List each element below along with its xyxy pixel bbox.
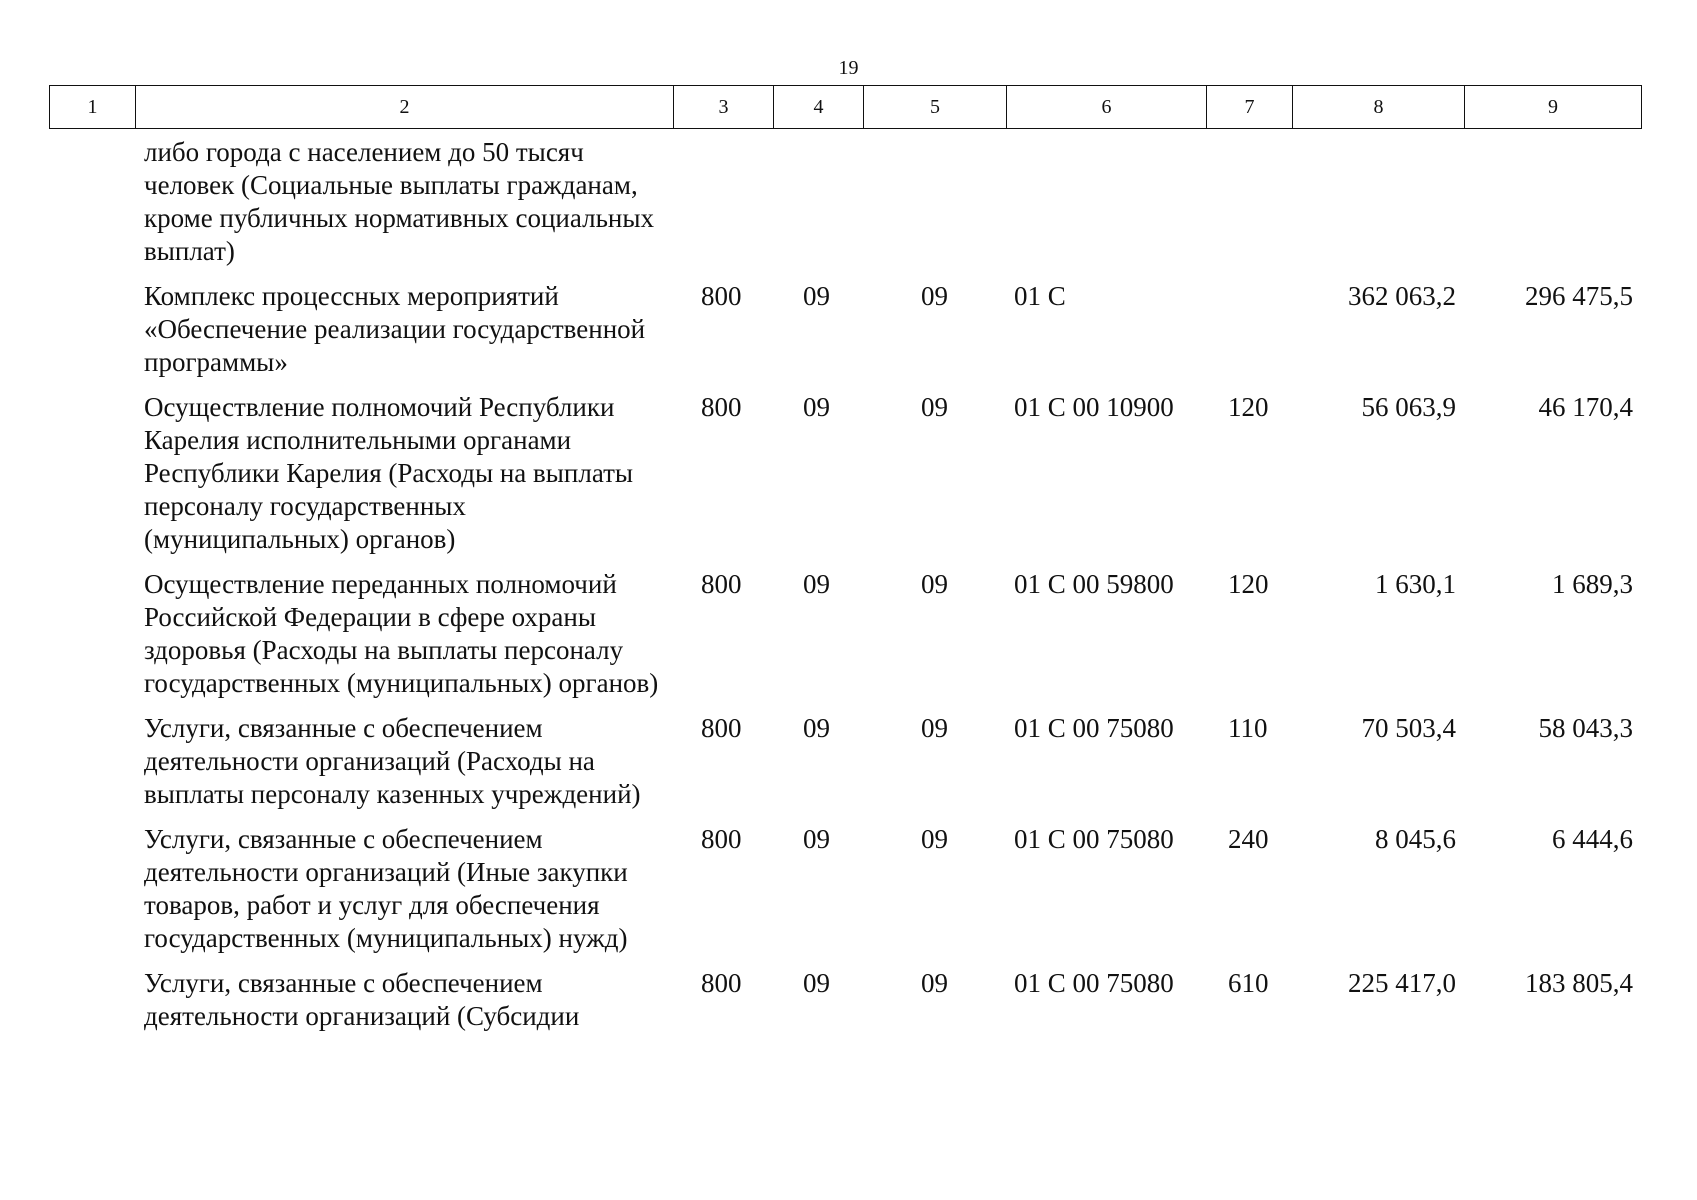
cell-expense-type	[1206, 136, 1292, 280]
cell-expense-type: 120	[1228, 392, 1269, 422]
cell-subsection: 09	[921, 968, 948, 998]
cell-subsection: 09	[921, 392, 948, 422]
cell-amount-year-2: 296 475,5	[1525, 281, 1633, 311]
cell-admin-code: 800	[701, 392, 742, 422]
table-row	[49, 568, 1641, 712]
cell-name: Осуществление полномочий Республики Карелия исполнительными органами Республики Карелия (Расходы на выплаты персоналу государственных (муниципальных) органов)	[144, 392, 634, 554]
cell-section: 09	[803, 392, 830, 422]
cell-amount-year-1: 1 630,1	[1375, 569, 1456, 599]
cell-amount-year-1: 225 417,0	[1348, 968, 1456, 998]
header-col-4: 4	[774, 86, 864, 129]
cell-target-article: 01 С 00 75080	[1014, 824, 1174, 854]
cell-admin-code: 800	[701, 968, 742, 998]
table-row	[49, 823, 1641, 967]
table-row	[49, 391, 1641, 568]
cell-name: Услуги, связанные с обеспечением деятельности организаций (Расходы на выплаты персоналу казенных учреждений)	[144, 713, 641, 809]
cell-amount-year-1: 362 063,2	[1348, 281, 1456, 311]
header-col-9: 9	[1465, 86, 1642, 129]
cell-section: 09	[803, 824, 830, 854]
cell-name: Услуги, связанные с обеспечением деятельности организаций (Иные закупки товаров, работ и услуг для обеспечения государственных (муниципальных) нужд)	[144, 824, 628, 953]
cell-target-article: 01 С	[1014, 281, 1066, 311]
cell-admin-code: 800	[701, 824, 742, 854]
cell-section: 09	[803, 968, 830, 998]
table-row	[49, 712, 1641, 823]
cell-section: 09	[803, 569, 830, 599]
cell-target-article: 01 С 00 75080	[1014, 713, 1174, 743]
cell-subsection: 09	[921, 713, 948, 743]
budget-table	[49, 136, 1641, 1045]
header-col-8: 8	[1293, 86, 1465, 129]
cell-name: либо города с населением до 50 тысяч человек (Социальные выплаты гражданам, кроме публичных нормативных социальных выплат)	[144, 137, 654, 266]
cell-section: 09	[803, 281, 830, 311]
cell-expense-type: 610	[1228, 968, 1269, 998]
table-row	[49, 136, 1641, 280]
cell-admin-code: 800	[701, 713, 742, 743]
cell-target-article: 01 С 00 75080	[1014, 968, 1174, 998]
cell-amount-year-2: 1 689,3	[1552, 569, 1633, 599]
table-row	[49, 967, 1641, 1045]
cell-target-article	[1006, 136, 1206, 280]
cell-amount-year-2: 46 170,4	[1538, 392, 1633, 422]
cell-amount-year-2: 6 444,6	[1552, 824, 1633, 854]
cell-admin-code: 800	[701, 569, 742, 599]
cell-subsection	[863, 136, 1006, 280]
header-col-3: 3	[674, 86, 774, 129]
cell-amount-year-1	[1292, 136, 1464, 280]
cell-target-article: 01 С 00 10900	[1014, 392, 1174, 422]
header-col-6: 6	[1007, 86, 1207, 129]
cell-name: Осуществление переданных полномочий Российской Федерации в сфере охраны здоровья (Расходы на выплаты персоналу государственных (муниципальных) органов)	[144, 569, 659, 698]
header-col-1: 1	[50, 86, 136, 129]
cell-name: Услуги, связанные с обеспечением деятельности организаций (Субсидии	[144, 968, 580, 1031]
cell-subsection: 09	[921, 569, 948, 599]
cell-subsection: 09	[921, 281, 948, 311]
cell-amount-year-1: 56 063,9	[1361, 392, 1456, 422]
cell-admin-code	[673, 136, 773, 280]
header-col-5: 5	[864, 86, 1007, 129]
page-number: 19	[838, 57, 859, 79]
cell-amount-year-2	[1464, 136, 1641, 280]
cell-expense-type: 120	[1228, 569, 1269, 599]
cell-expense-type: 110	[1228, 713, 1268, 743]
cell-expense-type: 240	[1228, 824, 1269, 854]
header-row	[50, 86, 1642, 129]
cell-name: Комплекс процессных мероприятий «Обеспечение реализации государственной программы»	[144, 281, 646, 377]
table-row	[49, 280, 1641, 391]
header-col-2: 2	[136, 86, 674, 129]
cell-section	[773, 136, 863, 280]
cell-expense-type	[1206, 280, 1292, 391]
cell-amount-year-2: 183 805,4	[1525, 968, 1633, 998]
cell-admin-code: 800	[701, 281, 742, 311]
cell-section: 09	[803, 713, 830, 743]
column-number-header	[49, 85, 1642, 129]
cell-amount-year-2: 58 043,3	[1538, 713, 1633, 743]
header-col-7: 7	[1207, 86, 1293, 129]
cell-subsection: 09	[921, 824, 948, 854]
cell-amount-year-1: 70 503,4	[1361, 713, 1456, 743]
cell-amount-year-1: 8 045,6	[1375, 824, 1456, 854]
cell-target-article: 01 С 00 59800	[1014, 569, 1174, 599]
